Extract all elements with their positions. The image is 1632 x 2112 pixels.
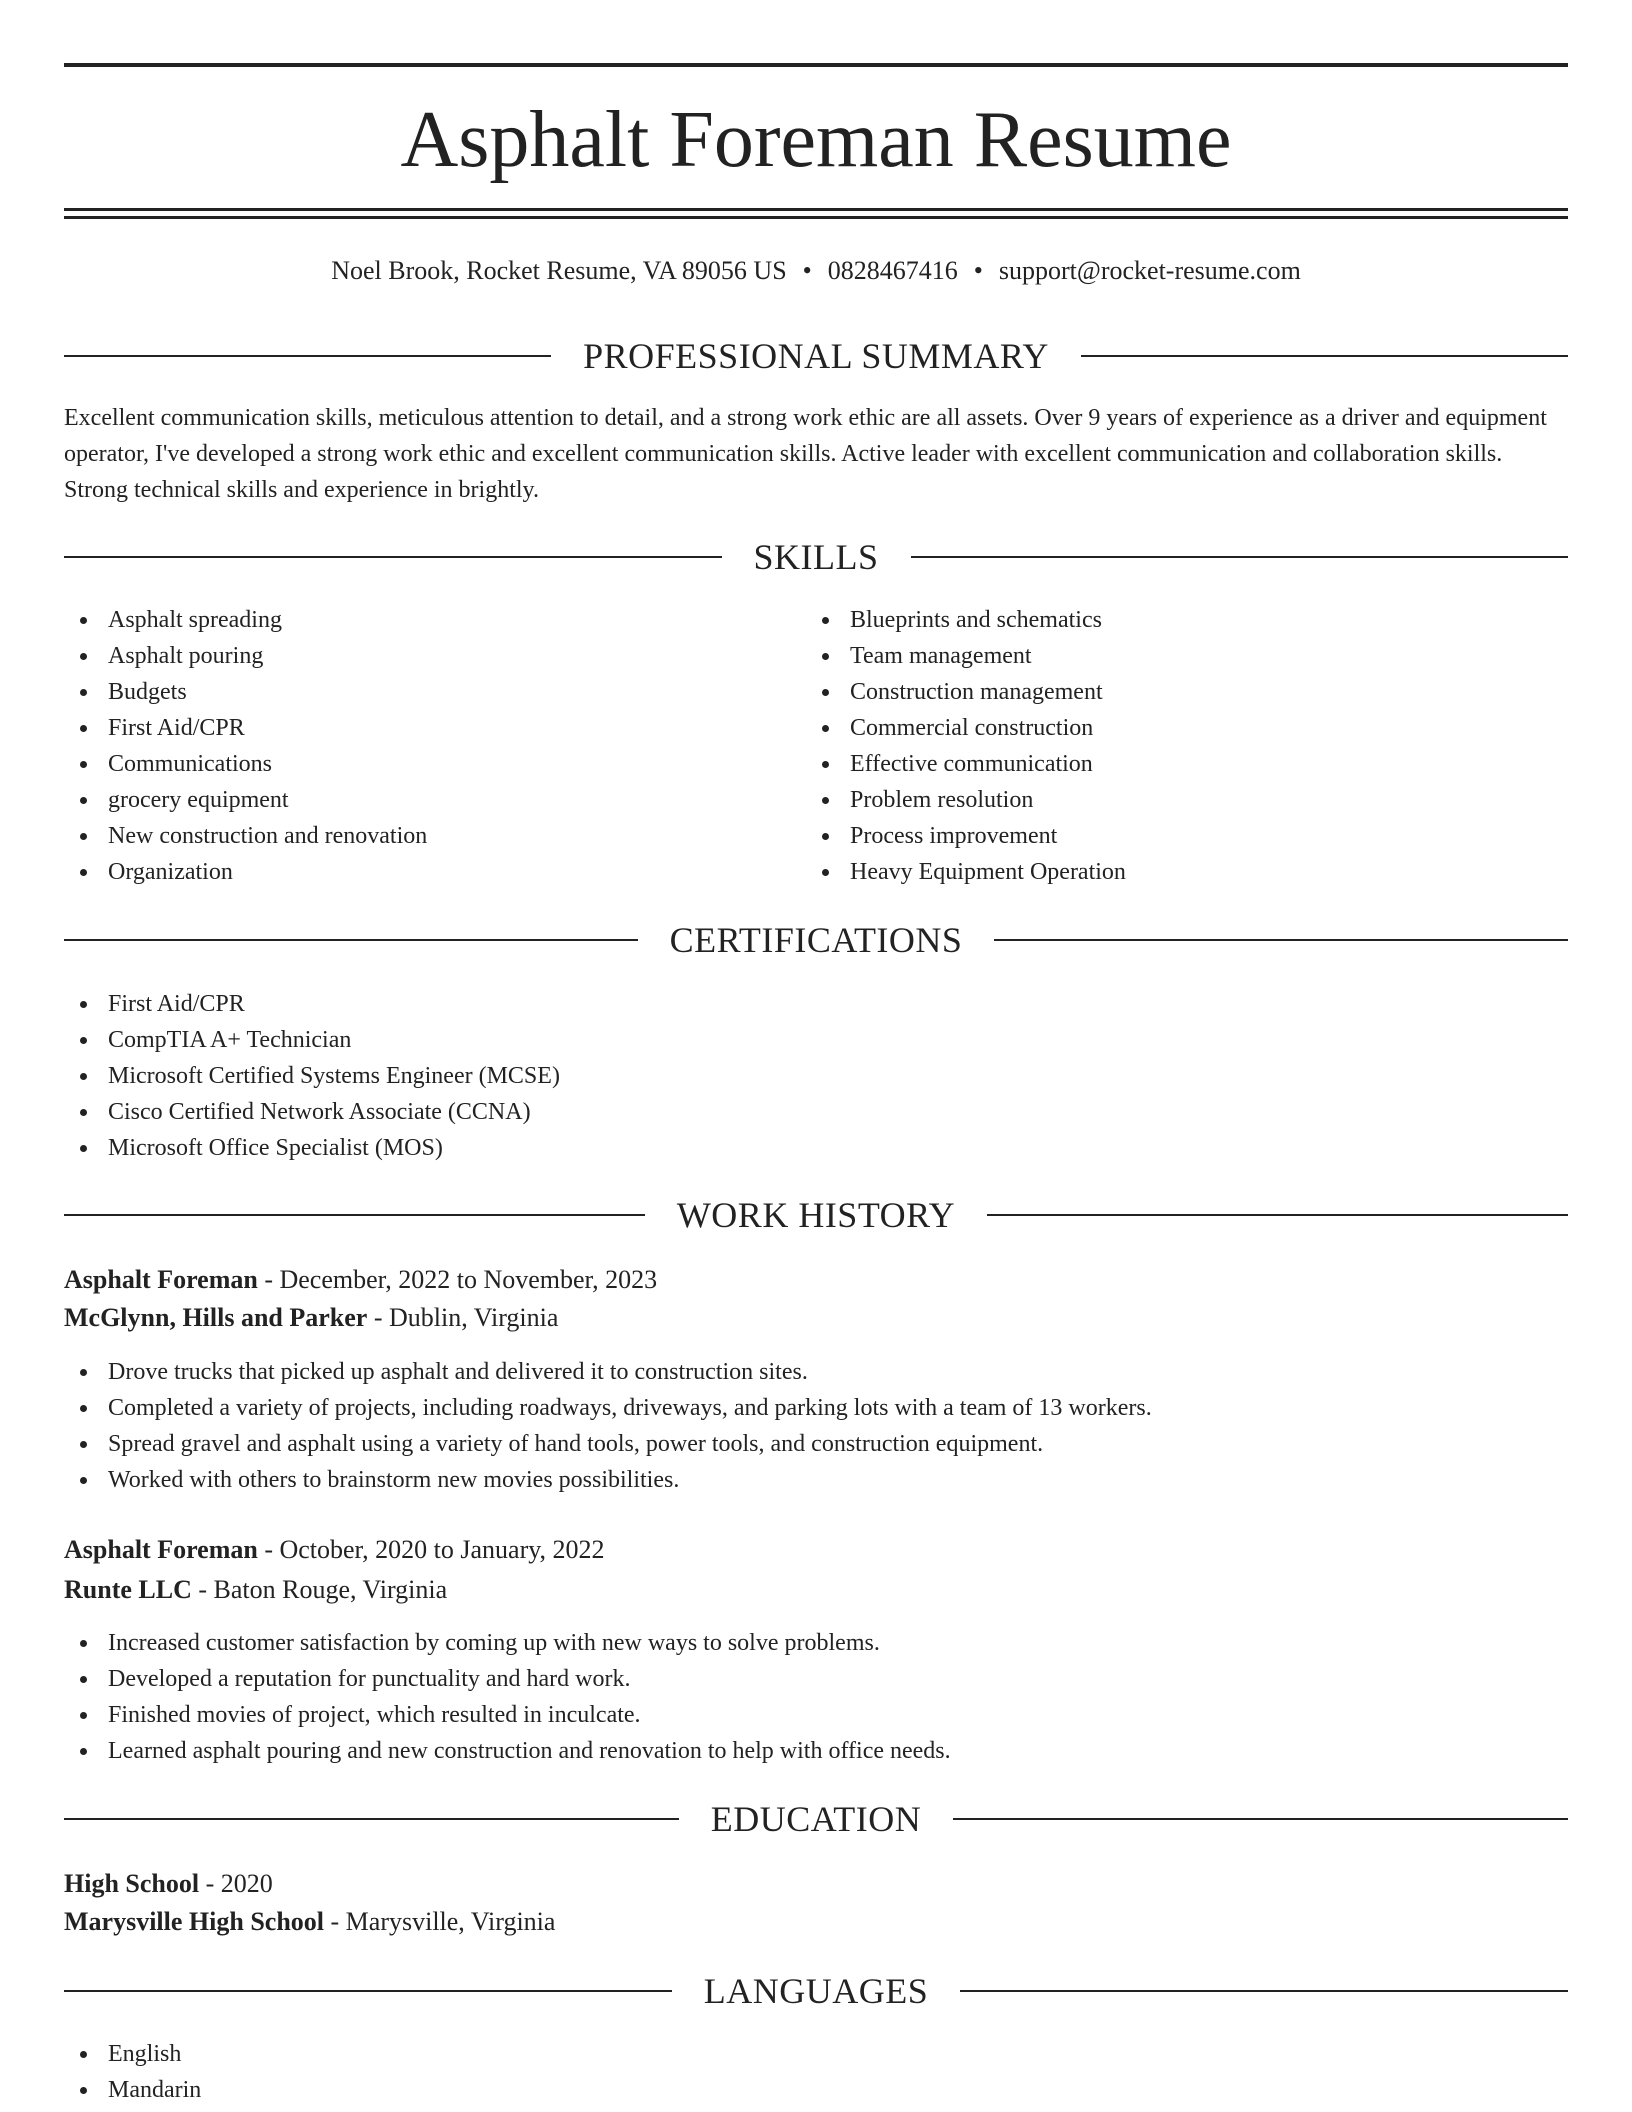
skill-item: Organization	[64, 854, 804, 890]
job-bullet: Drove trucks that picked up asphalt and delivered it to construction sites.	[64, 1354, 1568, 1390]
section-rule	[64, 355, 551, 357]
certifications-heading: CERTIFICATIONS	[669, 920, 963, 960]
job-title: Asphalt Foreman	[64, 1535, 258, 1564]
job-title: Asphalt Foreman	[64, 1265, 258, 1294]
job-bullets	[64, 1354, 1568, 1498]
job-company: McGlynn, Hills and Parker	[64, 1303, 368, 1332]
job-company-line	[64, 1572, 1568, 1608]
job-title-line	[64, 1532, 1568, 1568]
education-degree-line	[64, 1866, 1568, 1902]
section-rule	[911, 556, 1569, 558]
section-rule	[994, 939, 1568, 941]
summary-text: Excellent communication skills, meticulous attention to detail, and a strong work ethic are all assets. Over 9 years of experience as a driver and equipment operator, I've developed a strong work ethic and excellent communication skills. Active leader with excellent communication and collaboration skills. Strong technical skills and experience in brightly.	[64, 405, 1547, 503]
skill-item: New construction and renovation	[64, 818, 804, 854]
skill-item: Effective communication	[806, 746, 1566, 782]
certification-item: CompTIA A+ Technician	[64, 1022, 1568, 1058]
contact-address: Noel Brook, Rocket Resume, VA 89056 US	[331, 256, 787, 285]
skill-item: Problem resolution	[806, 782, 1566, 818]
job-bullet: Completed a variety of projects, including roadways, driveways, and parking lots with a team of 13 workers.	[64, 1390, 1568, 1426]
section-rule	[64, 1214, 645, 1216]
certification-item: Microsoft Certified Systems Engineer (MCSE)	[64, 1058, 1568, 1094]
skill-item: Asphalt spreading	[64, 602, 804, 638]
contact-email: support@rocket-resume.com	[998, 256, 1301, 285]
skill-item: Budgets	[64, 674, 804, 710]
section-rule	[987, 1214, 1568, 1216]
skill-item: Construction management	[806, 674, 1566, 710]
section-rule	[64, 1990, 672, 1992]
section-rule	[953, 1818, 1568, 1820]
contact-line	[64, 254, 1568, 288]
skill-item: Asphalt pouring	[64, 638, 804, 674]
certification-item: Cisco Certified Network Associate (CCNA)	[64, 1094, 1568, 1130]
summary-section-header	[64, 334, 1568, 378]
job-bullet: Finished movies of project, which resulted in inculcate.	[64, 1697, 1568, 1733]
education-degree: High School	[64, 1869, 200, 1898]
section-rule	[64, 1818, 679, 1820]
job-bullet: Worked with others to brainstorm new movies possibilities.	[64, 1462, 1568, 1498]
education-school: Marysville High School	[64, 1907, 324, 1936]
education-school-line	[64, 1904, 1568, 1940]
job-dates: - October, 2020 to January, 2022	[257, 1535, 605, 1564]
section-rule	[960, 1990, 1568, 1992]
job-company: Runte LLC	[64, 1575, 192, 1604]
skill-item: grocery equipment	[64, 782, 804, 818]
skill-item: Blueprints and schematics	[806, 602, 1566, 638]
certification-item: First Aid/CPR	[64, 986, 1568, 1022]
skill-item: Team management	[806, 638, 1566, 674]
certification-item: Microsoft Office Specialist (MOS)	[64, 1130, 1568, 1166]
skills-list-right	[806, 602, 1566, 890]
job-bullet: Learned asphalt pouring and new construction and renovation to help with office needs.	[64, 1733, 1568, 1769]
job-company-line	[64, 1300, 1568, 1336]
work-heading: WORK HISTORY	[676, 1195, 956, 1235]
job-location: - Dublin, Virginia	[367, 1303, 559, 1332]
language-item: Mandarin	[64, 2072, 1568, 2108]
education-heading: EDUCATION	[710, 1799, 922, 1839]
title-rule-upper	[64, 208, 1568, 211]
skills-heading: SKILLS	[753, 537, 879, 577]
language-item: English	[64, 2036, 1568, 2072]
languages-list	[64, 2036, 1568, 2108]
contact-separator: •	[802, 256, 812, 285]
title-rule-lower	[64, 216, 1568, 219]
skill-item: Commercial construction	[806, 710, 1566, 746]
education-section-header	[64, 1797, 1568, 1841]
certifications-section-header	[64, 918, 1568, 962]
job-title-line	[64, 1262, 1568, 1298]
contact-separator: •	[973, 256, 983, 285]
certifications-list	[64, 986, 1568, 1166]
top-rule	[64, 63, 1568, 67]
summary-heading: PROFESSIONAL SUMMARY	[583, 336, 1049, 376]
job-bullet: Developed a reputation for punctuality and hard work.	[64, 1661, 1568, 1697]
section-rule	[64, 556, 722, 558]
skill-item: First Aid/CPR	[64, 710, 804, 746]
section-rule	[1081, 355, 1568, 357]
work-section-header	[64, 1193, 1568, 1237]
section-rule	[64, 939, 638, 941]
languages-section-header	[64, 1969, 1568, 2013]
job-dates: - December, 2022 to November, 2023	[257, 1265, 658, 1294]
contact-phone: 0828467416	[827, 256, 958, 285]
skills-section-header	[64, 535, 1568, 579]
education-location: - Marysville, Virginia	[324, 1907, 556, 1936]
skill-item: Communications	[64, 746, 804, 782]
job-location: - Baton Rouge, Virginia	[191, 1575, 448, 1604]
job-bullet: Spread gravel and asphalt using a variety of hand tools, power tools, and construction equipment.	[64, 1426, 1568, 1462]
education-year: - 2020	[199, 1869, 273, 1898]
skill-item: Heavy Equipment Operation	[806, 854, 1566, 890]
skills-list-left	[64, 602, 804, 890]
resume-title: Asphalt Foreman Resume	[400, 96, 1232, 184]
languages-heading: LANGUAGES	[703, 1971, 929, 2011]
skill-item: Process improvement	[806, 818, 1566, 854]
job-bullets	[64, 1625, 1568, 1769]
job-bullet: Increased customer satisfaction by coming up with new ways to solve problems.	[64, 1625, 1568, 1661]
